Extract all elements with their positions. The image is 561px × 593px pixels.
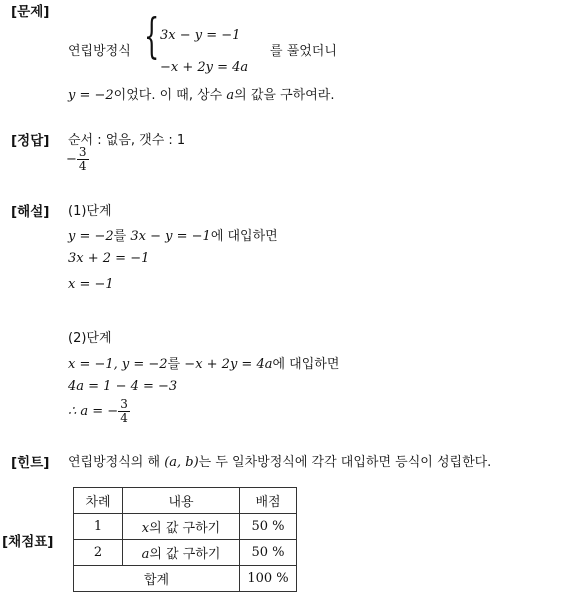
hint-text-a: 연립방정식의 해 [68,455,161,470]
rubric-tag: [채점표] [2,534,54,550]
answer-denominator: 4 [78,159,87,173]
step2-line-1 [68,353,339,372]
step1-target-equation: 3x − y = −1 [130,229,211,244]
answer-fraction [77,146,89,173]
step2-particle: 를 [167,357,181,372]
step1-line-1 [68,225,278,244]
rubric-header-order: 차례 [74,488,123,514]
rubric-row-order: 2 [74,540,123,566]
step2-title: (2)단계 [68,331,112,346]
problem-after-system: 를 풀었더니 [270,44,337,59]
step1-title: (1)단계 [68,204,112,219]
rubric-row-content [123,514,240,540]
rubric-total-score: 100 % [240,566,297,592]
answer-numerator: 3 [78,145,87,159]
system-equation-1: 3x − y = −1 [160,28,241,43]
problem-line-2 [68,84,334,103]
rubric-total-label: 합계 [74,566,240,592]
step1-substitution-value: y = −2 [68,229,114,244]
hint-solution-pair: (a, b) [164,455,199,470]
problem-var-a: a [226,88,235,103]
problem-line2-end: 의 값을 구하여라. [234,88,335,103]
rubric-row-order: 1 [74,514,123,540]
hint-tag: [힌트] [11,455,50,471]
step2-line-3 [68,398,130,425]
step2-therefore: ∴ a = − [68,404,119,419]
step2-target-equation: −x + 2y = 4a [184,357,273,372]
rubric-row-var: a [141,547,150,562]
answer-value [66,146,89,173]
step2-substitution-values: x = −1, y = −2 [68,357,168,372]
rubric-row-var: x [141,521,150,536]
rubric-row-score: 50 % [240,514,297,540]
system-brace: { [144,8,160,64]
step1-line-2: 3x + 2 = −1 [68,251,150,266]
hint-text-b: 는 두 일차방정식에 각각 대입하면 등식이 성립한다. [198,455,492,470]
solution-tag: [해설] [11,204,50,220]
step1-action-text: 에 대입하면 [210,229,278,244]
rubric-row [74,514,297,540]
answer-meta: 순서 : 없음, 갯수 : 1 [68,133,186,148]
rubric-header-score: 배점 [240,488,297,514]
rubric-row [74,540,297,566]
rubric-row-score: 50 % [240,540,297,566]
problem-y-value: y = −2 [68,88,114,103]
step2-numerator: 3 [120,397,128,411]
step2-line-2: 4a = 1 − 4 = −3 [68,379,178,394]
system-equation-2: −x + 2y = 4a [160,60,249,75]
rubric-total-row [74,566,297,592]
step1-particle: 를 [113,229,127,244]
rubric-table [73,487,297,592]
step2-denominator: 4 [120,411,128,425]
rubric-header-row [74,488,297,514]
step2-action-text: 에 대입하면 [272,357,340,372]
hint-text [68,451,491,470]
problem-line2-text: 이었다. 이 때, 상수 [113,88,223,103]
rubric-row-text: 의 값 구하기 [149,521,221,536]
step1-line-3: x = −1 [68,277,114,292]
rubric-row-content [123,540,240,566]
problem-lead-text: 연립방정식 [68,44,131,59]
problem-tag: [문제] [11,4,50,20]
answer-sign: − [66,152,77,167]
rubric-header-content: 내용 [123,488,240,514]
step2-fraction [118,398,130,425]
answer-tag: [정답] [11,133,50,149]
rubric-row-text: 의 값 구하기 [149,547,221,562]
